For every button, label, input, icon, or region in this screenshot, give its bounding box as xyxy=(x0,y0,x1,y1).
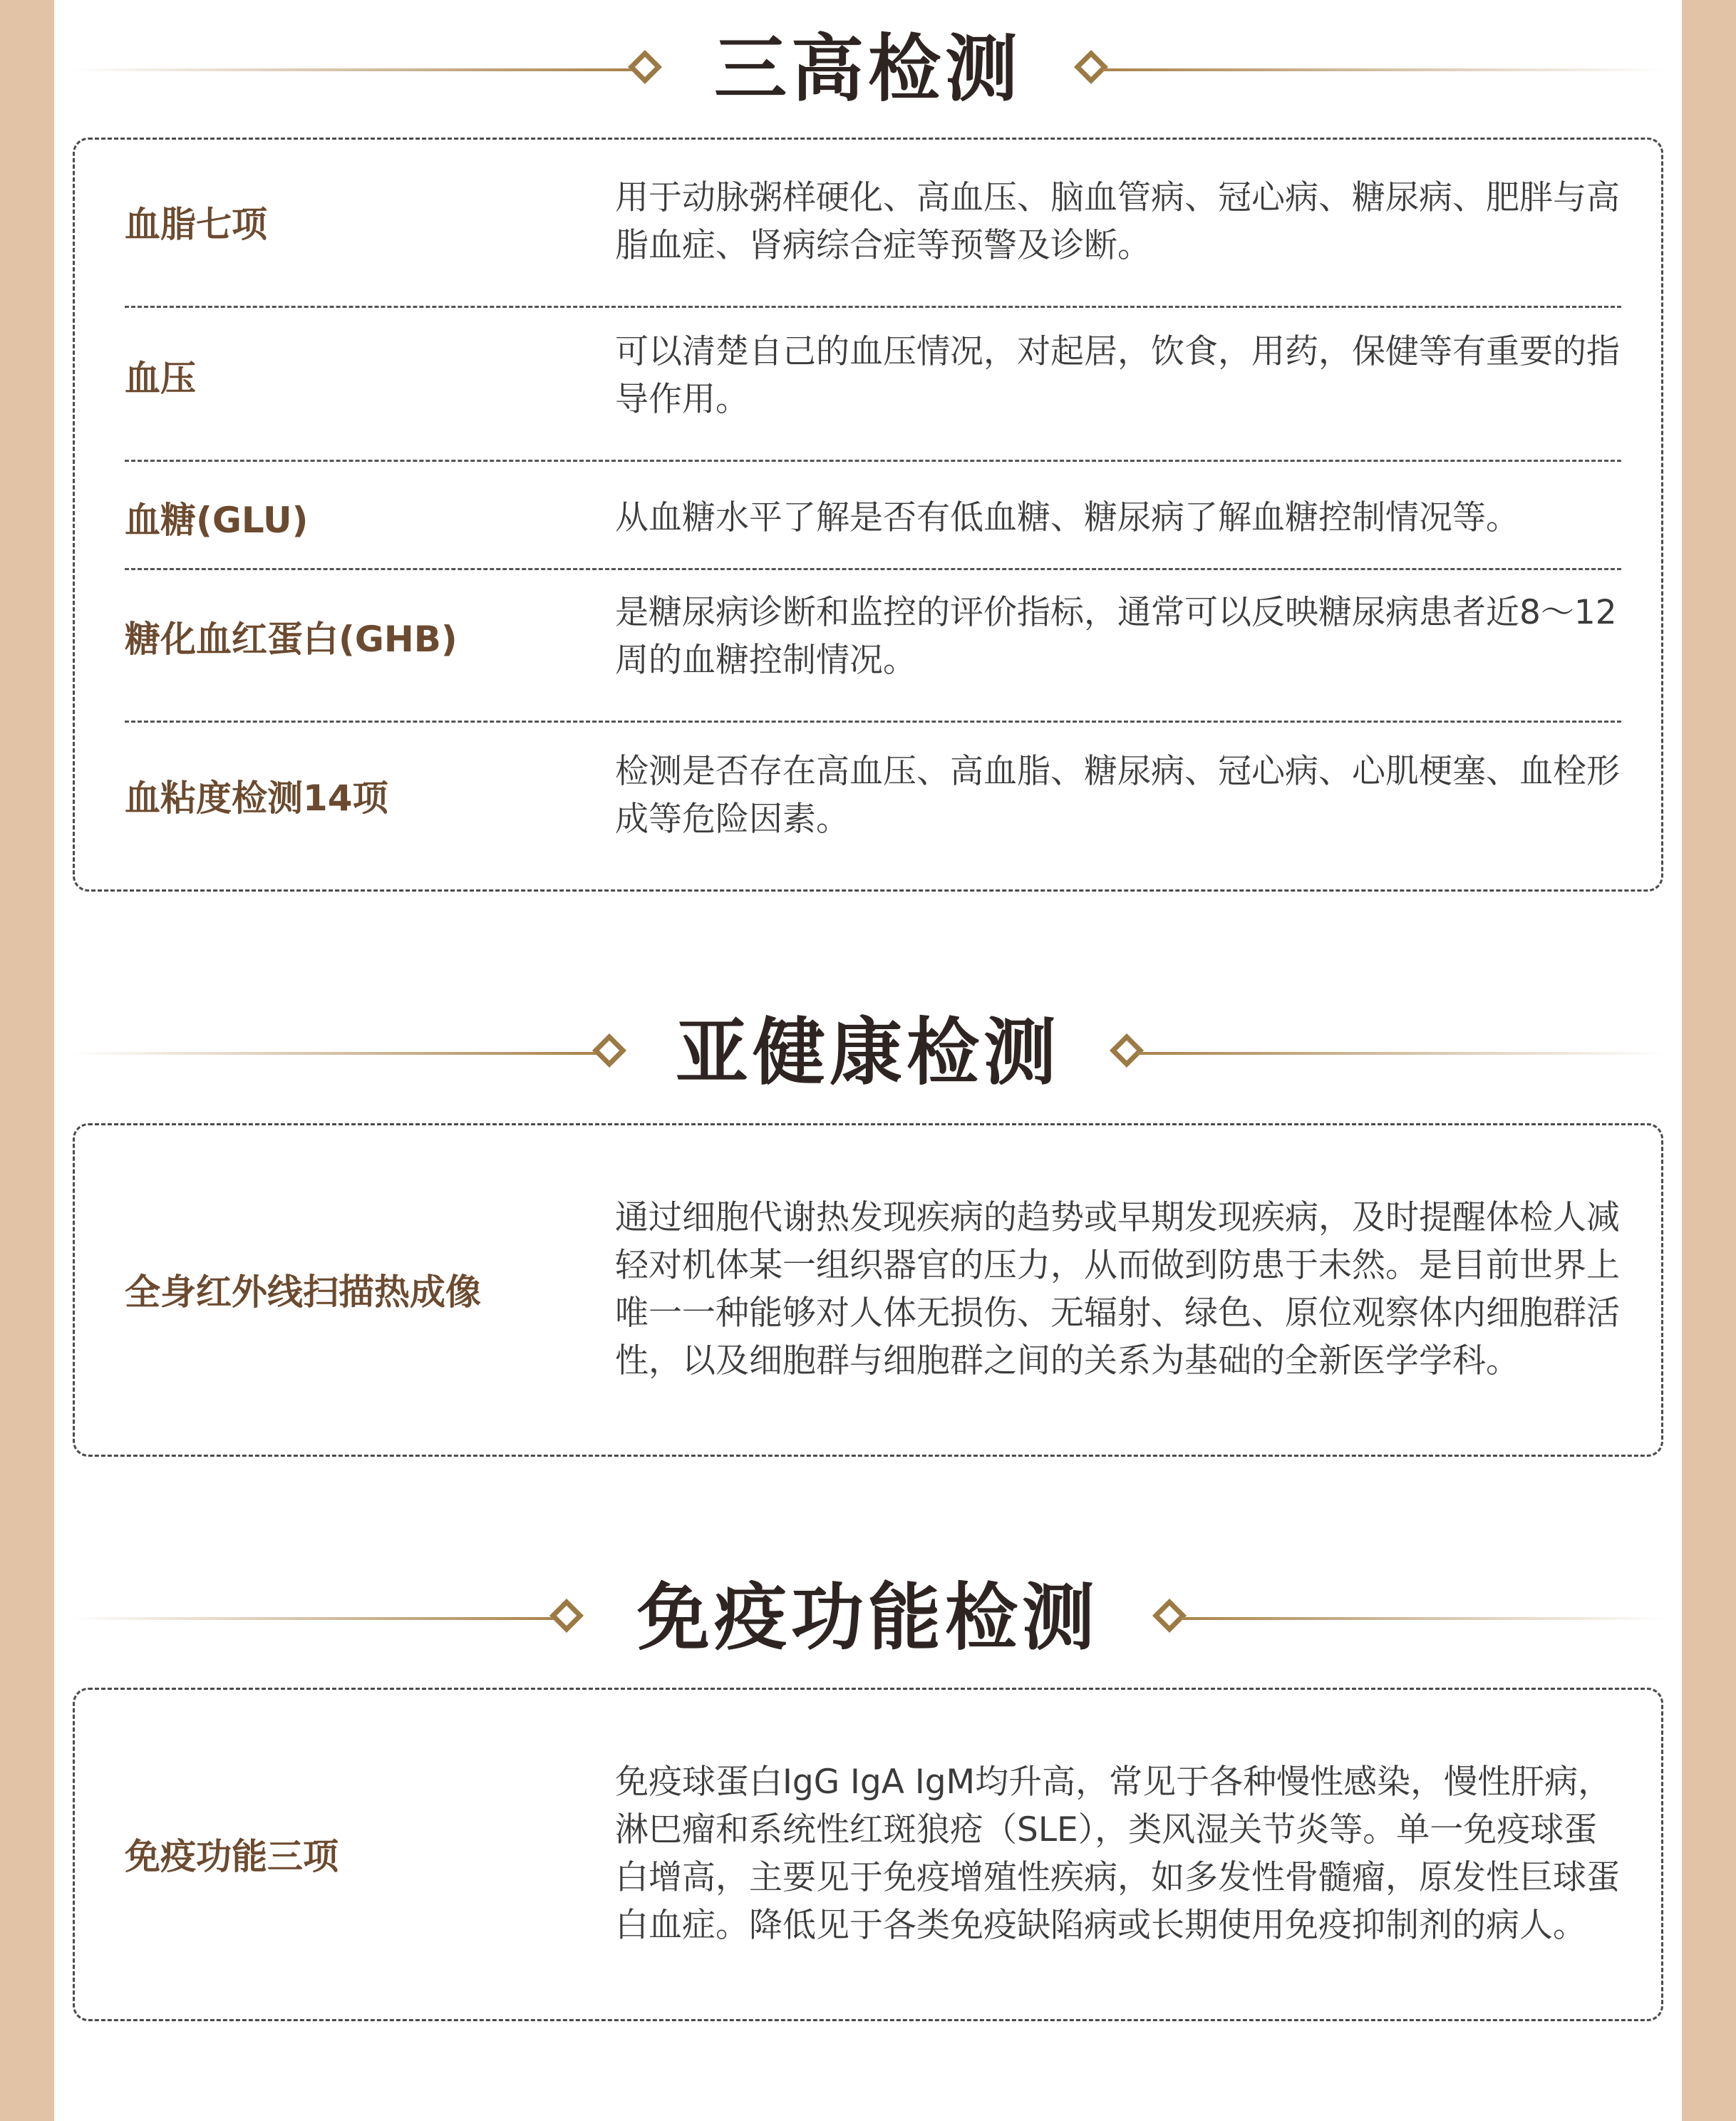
section-box-yajiankang xyxy=(73,1123,1663,1457)
section-title: 免疫功能检测 xyxy=(637,1576,1099,1661)
item-description: 检测是否存在高血压、高血脂、糖尿病、冠心病、心肌梗塞、血栓形成等危险因素。 xyxy=(615,752,1620,839)
list-item xyxy=(125,583,1621,690)
item-name: 血粘度检测14项 xyxy=(125,778,388,819)
item-description: 用于动脉粥样硬化、高血压、脑血管病、冠心病、糖尿病、肥胖与高脂血症、肾病综合症等预警及诊断。 xyxy=(615,178,1620,265)
header-right-line xyxy=(1137,1052,1665,1055)
section-title: 三高检测 xyxy=(714,27,1022,112)
section-title: 亚健康检测 xyxy=(676,1011,1060,1095)
left-side-band xyxy=(0,0,54,2121)
item-name: 血糖(GLU) xyxy=(125,500,309,541)
section-header-mianyi xyxy=(71,1576,1665,1661)
row-divider xyxy=(125,306,1621,308)
row-divider xyxy=(125,568,1621,570)
list-item xyxy=(125,1154,1621,1425)
list-item xyxy=(125,742,1621,849)
list-item xyxy=(125,168,1621,275)
header-right-line xyxy=(1102,68,1665,71)
item-description: 通过细胞代谢热发现疾病的趋势或早期发现疾病，及时提醒体检人减轻对机体某一组织器官的压力，从而做到防患于未然。是目前世界上唯一一种能够对人体无损伤、无辐射、绿色、原位观察体内细胞群活性，以及细胞群与细胞群之间的关系为基础的全新医学学科。 xyxy=(615,1198,1620,1381)
section-header-sangao xyxy=(71,27,1665,113)
item-name: 糖化血红蛋白(GHB) xyxy=(125,619,458,660)
item-description: 是糖尿病诊断和监控的评价指标，通常可以反映糖尿病患者近8～12周的血糖控制情况。 xyxy=(615,593,1617,680)
item-name: 血脂七项 xyxy=(125,204,267,245)
item-description: 可以清楚自己的血压情况，对起居，饮食，用药，保健等有重要的指导作用。 xyxy=(615,332,1620,419)
header-right-line xyxy=(1180,1617,1665,1620)
section-box-sangao xyxy=(73,138,1663,892)
item-description: 免疫球蛋白IgG IgA IgM均升高，常见于各种慢性感染，慢性肝病，淋巴瘤和系统性红斑狼疮（SLE），类风湿关节炎等。单一免疫球蛋白增高，主要见于免疫增殖性疾病，如多发性骨髓瘤，原发性巨球蛋白血症。降低见于各类免疫缺陷病或长期使用免疫抑制剂的病人。 xyxy=(615,1763,1620,1945)
item-description: 从血糖水平了解是否有低血糖、糖尿病了解血糖控制情况等。 xyxy=(615,497,1519,537)
row-divider xyxy=(125,721,1621,723)
list-item xyxy=(125,322,1621,429)
section-header-yajiankang xyxy=(71,1011,1665,1096)
right-side-band xyxy=(1682,0,1736,2121)
section-box-mianyi xyxy=(73,1688,1663,2021)
list-item xyxy=(125,1718,1621,1989)
row-divider xyxy=(125,460,1621,462)
list-item xyxy=(125,468,1621,567)
item-name: 全身红外线扫描热成像 xyxy=(125,1271,481,1313)
item-name: 血压 xyxy=(125,358,196,399)
item-name: 免疫功能三项 xyxy=(125,1836,339,1877)
